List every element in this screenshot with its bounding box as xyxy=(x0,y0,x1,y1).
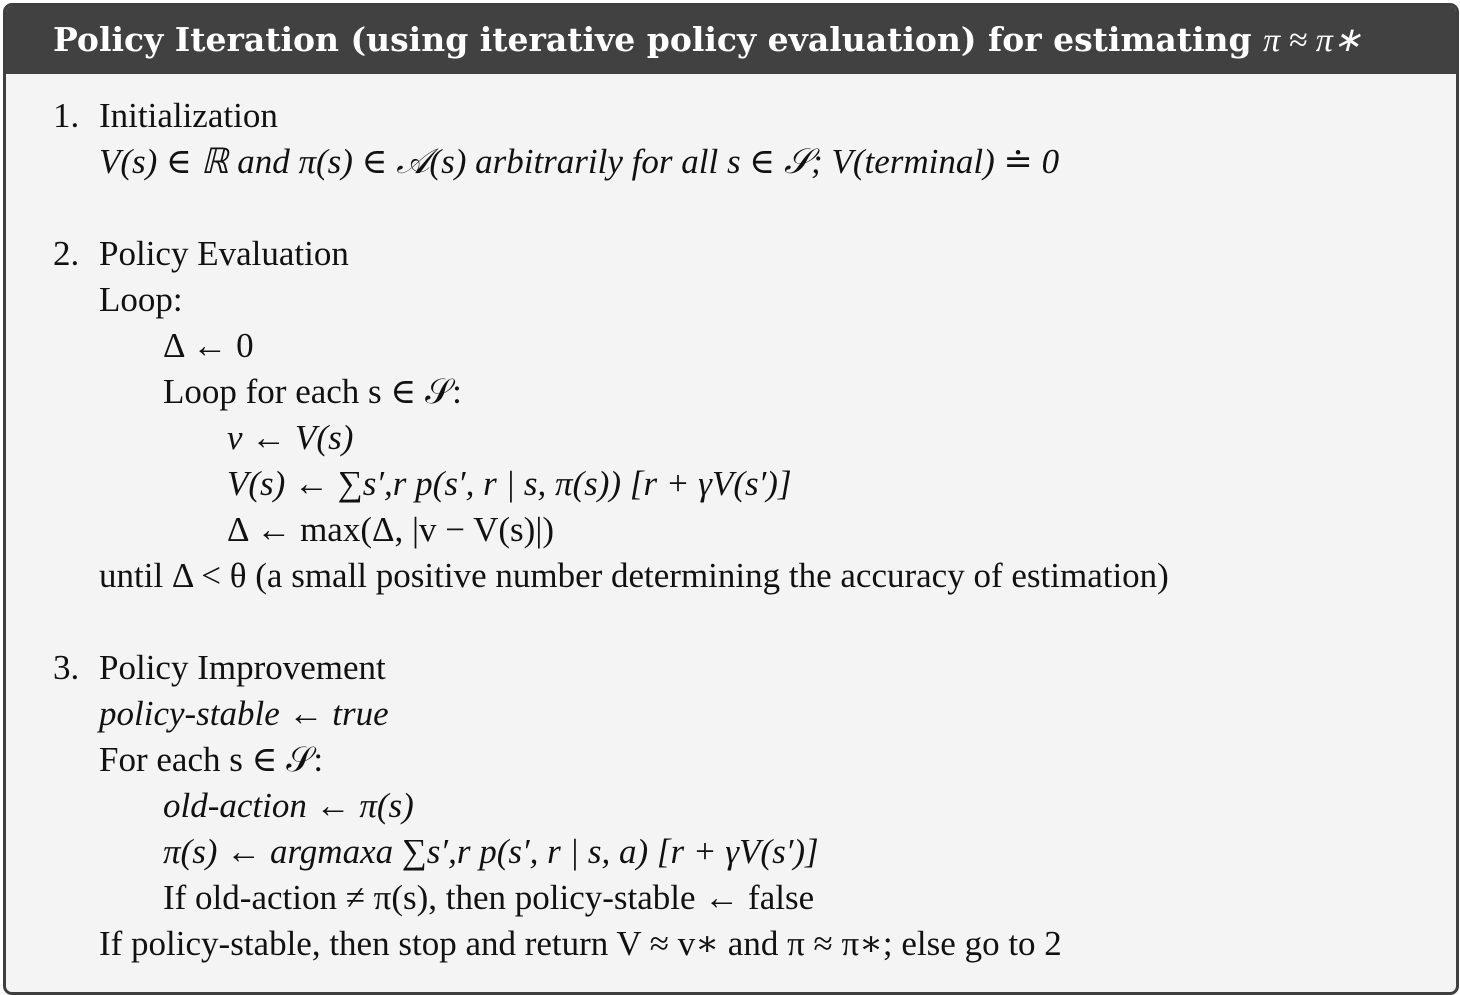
state-loop-line: Loop for each s ∈ 𝒮: xyxy=(163,372,462,411)
step-1-heading: Initialization xyxy=(99,96,278,135)
algorithm-title: Policy Iteration (using iterative policy evaluation) for estimating xyxy=(53,20,1252,59)
delta-init-line: Δ ← 0 xyxy=(163,326,254,365)
step-3-heading: Policy Improvement xyxy=(99,648,386,687)
step-2-heading: Policy Evaluation xyxy=(99,234,349,273)
stability-check-line: If old-action ≠ π(s), then policy-stable ← false xyxy=(163,878,815,917)
algorithm-title-bar xyxy=(6,6,1456,74)
algorithm-title-math: π ≈ π∗ xyxy=(1263,22,1362,59)
old-action-line: old-action ← π(s) xyxy=(163,786,414,825)
bellman-update-line: V(s) ← ∑s′,r p(s′, r | s, π(s)) [r + γV(s′)] xyxy=(227,464,792,503)
step-3-number: 3. xyxy=(53,648,80,687)
delta-update-line: Δ ← max(Δ, |v − V(s)|) xyxy=(227,510,554,549)
for-each-state-line: For each s ∈ 𝒮: xyxy=(99,740,324,779)
algorithm-box xyxy=(3,3,1459,995)
until-line: until Δ < θ (a small positive number determining the accuracy of estimation) xyxy=(99,556,1169,595)
policy-stable-init-line: policy-stable ← true xyxy=(99,694,389,733)
step-2-number: 2. xyxy=(53,234,80,273)
step-1-number: 1. xyxy=(53,96,80,135)
outer-loop-label: Loop: xyxy=(99,280,183,319)
greedy-policy-line: π(s) ← argmaxa ∑s′,r p(s′, r | s, a) [r + γV(s′)] xyxy=(163,832,819,871)
v-assign-line: v ← V(s) xyxy=(227,418,354,457)
termination-line: If policy-stable, then stop and return V ≈ v∗ and π ≈ π∗; else go to 2 xyxy=(99,924,1062,963)
step-1-init-line: V(s) ∈ ℝ and π(s) ∈ 𝒜(s) arbitrarily for all s ∈ 𝒮; V(terminal) ≐ 0 xyxy=(99,142,1060,181)
